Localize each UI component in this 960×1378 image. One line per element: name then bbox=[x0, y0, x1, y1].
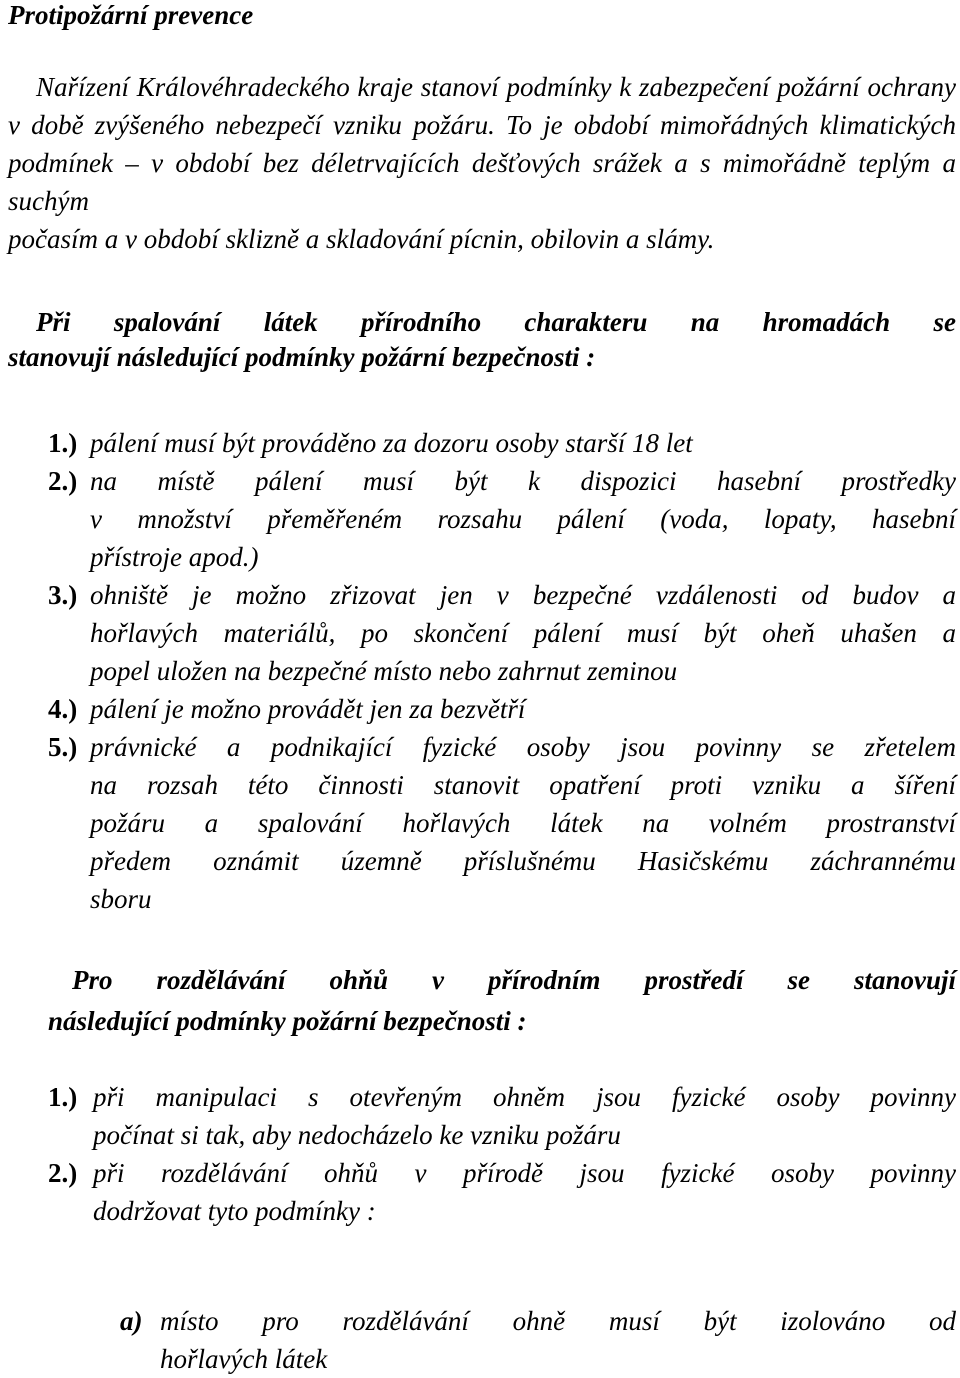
item-letter: a) bbox=[120, 1306, 143, 1336]
fire-section-title-cont: následující podmínky požární bezpečnosti : bbox=[48, 1006, 527, 1036]
list-item: 3.) ohniště je možno zřizovat jen v bezpečné vzdálenosti od budov a hořlavých materiálů, po skončení pálení musí být oheň uhašen a popel uložen na bezpečné místo nebo zahrnut zeminou bbox=[8, 576, 956, 690]
fire-conditions-list bbox=[8, 1078, 956, 1230]
item-number: 1.) bbox=[48, 1082, 78, 1112]
list-item: 2.) na místě pálení musí být k dispozici hasební prostředky v množství přeměřeném rozsahu pálení (voda, lopaty, hasební přístroje apod.) bbox=[8, 462, 956, 576]
intro-last-line: počasím a v období sklizně a skladování pícnin, obilovin a slámy. bbox=[8, 224, 715, 254]
intro-paragraph bbox=[8, 68, 956, 220]
burning-section-title-cont: stanovují následující podmínky požární bezpečnosti : bbox=[8, 342, 596, 372]
burning-section-title: Při spalování látek přírodního charakteru na hromadách se bbox=[36, 307, 956, 337]
fire-sub-conditions-list bbox=[120, 1302, 956, 1378]
list-item: 1.) pálení musí být prováděno za dozoru osoby starší 18 let bbox=[8, 424, 956, 462]
item-number: 5.) bbox=[48, 732, 78, 762]
list-item: 5.) právnické a podnikající fyzické osoby jsou povinny se zřetelem na rozsah této činnosti stanovit opatření proti vzniku a šíření požáru a spalování hořlavých látek na volném prostranství předem oznámit územně příslušnému Hasičskému záchrannému sboru bbox=[8, 728, 956, 918]
intro-text: Nařízení Královéhradeckého kraje stanoví podmínky k zabezpečení požární ochrany v době zvýšeného nebezpečí vzniku požáru. To je období mimořádných klimatických podmínek – v období bez déletrvajících dešťových srážek a s mimořádně teplým a suchým bbox=[8, 72, 957, 216]
list-item: 1.) při manipulaci s otevřeným ohněm jsou fyzické osoby povinny počínat si tak, aby nedocházelo ke vzniku požáru bbox=[8, 1078, 956, 1154]
burning-conditions-list bbox=[8, 424, 956, 918]
item-number: 4.) bbox=[48, 694, 78, 724]
item-number: 2.) bbox=[48, 466, 78, 496]
item-number: 1.) bbox=[48, 428, 78, 458]
item-number: 3.) bbox=[48, 580, 78, 610]
list-item: 2.) při rozdělávání ohňů v přírodě jsou fyzické osoby povinny dodržovat tyto podmínky : bbox=[8, 1154, 956, 1230]
item-number: 2.) bbox=[48, 1158, 78, 1188]
list-item: 4.) pálení je možno provádět jen za bezvětří bbox=[8, 690, 956, 728]
page-title: Protipožární prevence bbox=[8, 0, 254, 30]
list-item: a) místo pro rozdělávání ohně musí být izolováno od hořlavých látek bbox=[120, 1302, 956, 1378]
fire-section-title: Pro rozdělávání ohňů v přírodním prostředí se stanovují bbox=[72, 965, 956, 995]
